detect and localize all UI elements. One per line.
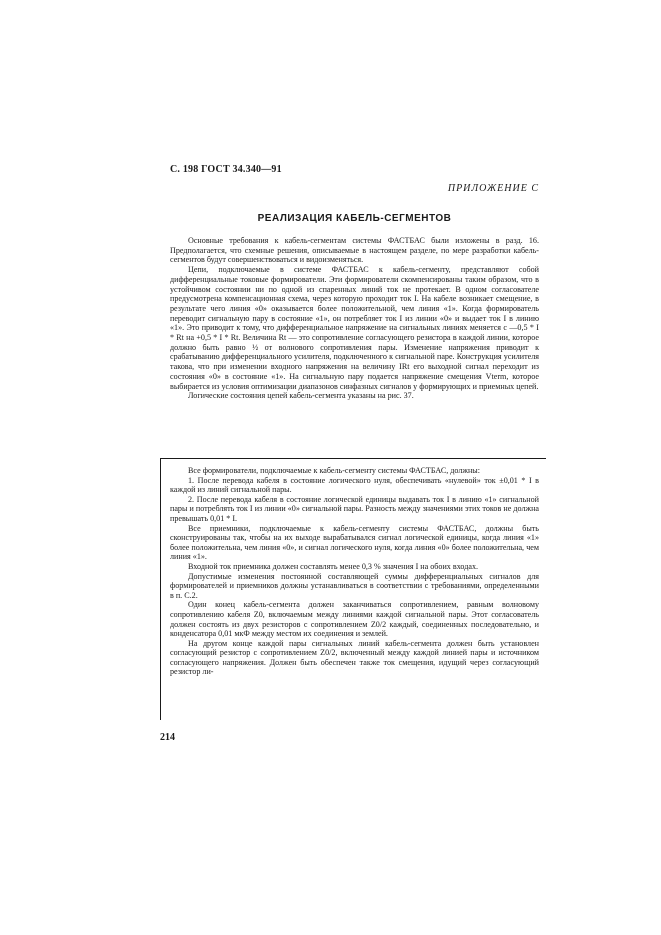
requirement-paragraph: Допустимые изменения постоянной составляющей суммы дифференциальных сигналов для формирователей и приемников должны устанавливаться в соответствии с требованиями, определенными в п. С.2.	[170, 571, 539, 600]
requirements-text	[170, 466, 539, 677]
box-left-rule	[160, 458, 161, 720]
body-paragraph: Цепи, подключаемые в системе ФАСТБАС к кабель-сегменту, представляют собой дифференциальные токовые формирователи. Эти формирователи скомпенсированы таким образом, что в устойчивом состоянии ни по одной из спаренных линий ток не протекает. В одном согласователе предусмотрена компенсационная схема, через которую проходит ток I. На кабеле возникает смещение, в результате чего линия «0» оказывается более положительной, чем линия «1». Когда формирователь переводит сигнальную пару в состояние «1», он потребляет ток I из линии «0» и выдает ток I в линию «1». Это приводит к тому, что дифференциальное напряжение на сигнальных линиях меняется с —0,5 * I * Rt на +0,5 * I * Rt. Величина Rt — это сопротивление согласующего резистора в каждой линии, которое должно быть равно ½ от волнового сопротивления пары. Изменение напряжения приводит к срабатыванию дифференциального усилителя, подключенного к сигнальной паре. Конструкция усилителя такова, что при изменении входного напряжения на величину IRt его выходной сигнал переходит из состояния «0» в состояние «1». На сигнальную пару подается напряжение смещения Vterm, которое выбирается из условия оптимизации диапазонов синфазных сигналов у формирующих и приемных цепей.	[170, 265, 539, 391]
page-number: 214	[160, 732, 175, 743]
requirement-paragraph: Один конец кабель-сегмента должен заканчиваться сопротивлением, равным волновому сопротивлению кабеля Z0, включаемым между линиями каждой сигнальной пары. Этот согласователь должен состоять из двух резисторов с сопротивлением Z0/2 каждый, соединенных последовательно, и конденсатора 0,01 мкФ между местом их соединения и землей.	[170, 600, 539, 639]
requirements-box	[160, 458, 546, 720]
requirement-paragraph: Все формирователи, подключаемые к кабель-сегменту системы ФАСТБАС, должны:	[188, 466, 480, 475]
section-title: РЕАЛИЗАЦИЯ КАБЕЛЬ-СЕГМЕНТОВ	[257, 213, 452, 224]
body-text	[170, 236, 539, 401]
box-top-rule	[160, 458, 546, 459]
requirement-paragraph: Входной ток приемника должен составлять менее 0,3 % значения I на обоих входах.	[188, 561, 479, 571]
body-paragraph: Логические состояния цепей кабель-сегмента указаны на рис. 37.	[188, 391, 414, 401]
appendix-label: ПРИЛОЖЕНИЕ С	[447, 183, 539, 194]
requirement-paragraph: 2. После перевода кабеля в состояние логической единицы выдавать ток I в линию «1» сигнальной пары и потреблять ток I из линии «0» сигнальной пары. Разность между значениями этих токов не должна превышать 0,01 * I.	[170, 494, 539, 523]
body-paragraph: Основные требования к кабель-сегментам системы ФАСТБАС были изложены в разд. 16. Предполагается, что схемные решения, описываемые в настоящем разделе, по мере разработки кабель-сегментов будут совершенствоваться и видоизменяться.	[170, 236, 539, 265]
requirement-paragraph: На другом конце каждой пары сигнальных линий кабель-сегмента должен быть установлен согласующий резистор с сопротивлением Z0/2, включенный между каждой линией пары и источником согласующего напряжения. Должен быть обеспечен также ток смещения, идущий через согласующий резистор ли-	[170, 638, 539, 677]
requirement-paragraph: 1. После перевода кабеля в состояние логического нуля, обеспечивать «нулевой» ток ±0,01 * I в каждой из линий сигнальной пары.	[170, 475, 539, 495]
running-head: С. 198 ГОСТ 34.340—91	[170, 164, 282, 175]
requirement-paragraph: Все приемники, подключаемые к кабель-сегменту системы ФАСТБАС, должны быть сконструированы так, чтобы на их выходе вырабатывался сигнал логической единицы, когда линия «1» более положительна, чем линия «0», и сигнал логического нуля, когда линия «0» более положительна, чем линия «1».	[170, 523, 539, 562]
